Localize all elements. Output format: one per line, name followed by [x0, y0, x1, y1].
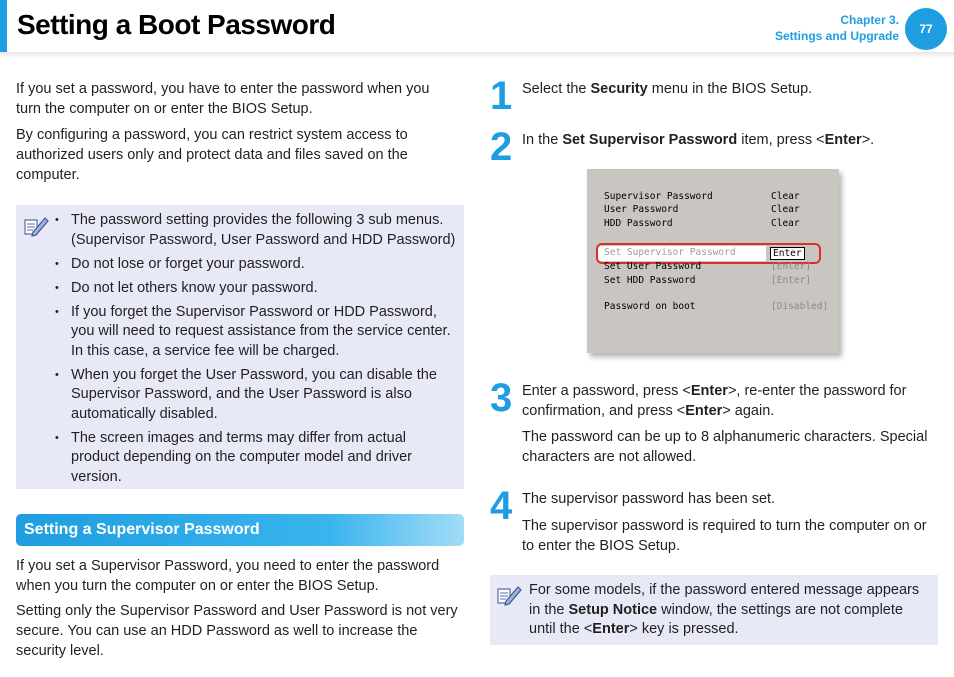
note-item: • Do not let others know your password.: [55, 279, 457, 299]
note-item: • The password setting provides the following 3 sub menus. (Supervisor Password, User Password and HDD Password): [55, 211, 457, 250]
note-item: • If you forget the Supervisor Password or HDD Password, you will need to request assistance from the service center. In this case, a service fee will be charged.: [55, 303, 457, 362]
step-2-text-start: In the: [522, 132, 563, 148]
bios-row-value: [Enter]: [771, 261, 812, 272]
intro-paragraph-2: By configuring a password, you can restrict system access to authorized users only and protect data and files saved on the computer.: [16, 127, 408, 183]
step-2-item-name: Set Supervisor Password: [562, 132, 738, 148]
step-2-text-end: >.: [861, 132, 875, 148]
step-2-number: 2: [490, 125, 513, 169]
bios-row-label: Set User Password: [604, 261, 702, 272]
step-note-text-c: > key is pressed.: [629, 621, 739, 637]
note-list: [55, 211, 457, 492]
page-title: Setting a Boot Password: [17, 9, 336, 40]
chapter-label: [775, 12, 899, 44]
section-paragraph-2: Setting only the Supervisor Password and User Password is not very secure. You can use an HDD Password as well to increase the security level.: [16, 603, 458, 659]
section-header: [16, 514, 464, 546]
bios-row-value: [Disabled]: [771, 301, 829, 312]
bios-row-label: Supervisor Password: [604, 191, 713, 202]
step-note-key: Enter: [592, 621, 630, 637]
step-3-key-1: Enter: [690, 383, 728, 399]
step-4-number: 4: [490, 484, 513, 528]
bios-row-value: [Enter]: [771, 275, 812, 286]
step-3-detail: The password can be up to 8 alphanumeric characters. Special characters are not allowed.: [522, 429, 928, 465]
bios-selected-row-value: Enter: [770, 247, 805, 260]
header-accent-bar: [0, 0, 7, 52]
header-divider: [0, 52, 954, 60]
step-note-box: [490, 575, 938, 645]
chapter-number: Chapter 3.: [840, 13, 899, 27]
bios-row-label: User Password: [604, 204, 679, 215]
note-box: [16, 205, 464, 489]
intro-paragraph-1: If you set a password, you have to enter the password when you turn the computer on or enter the BIOS Setup.: [16, 81, 430, 117]
bios-row-label: HDD Password: [604, 218, 673, 229]
step-3-key-2: Enter: [685, 403, 723, 419]
step-3-text-b: >, re-enter the password for confirmation, and press <: [522, 383, 907, 419]
step-3-number: 3: [490, 376, 513, 420]
bios-row-value: Clear: [771, 218, 800, 229]
bios-screenshot: [587, 169, 839, 353]
step-4-detail: The supervisor password is required to turn the computer on or to enter the BIOS Setup.: [522, 518, 927, 554]
bios-row-label: Password on boot: [604, 301, 696, 312]
note-item: • Do not lose or forget your password.: [55, 255, 457, 275]
chapter-name: Settings and Upgrade: [774, 29, 899, 43]
pen-note-icon: [23, 214, 49, 238]
step-2-text-mid: item, press <: [737, 132, 825, 148]
step-3-text-c: > again.: [722, 403, 775, 419]
step-1-number: 1: [490, 74, 513, 118]
section-title: Setting a Supervisor Password: [24, 521, 260, 538]
pen-note-icon: [496, 583, 522, 607]
step-2-text: [522, 130, 932, 150]
bios-row-value: Clear: [771, 204, 800, 215]
step-note-text: [529, 581, 929, 640]
note-item: • The screen images and terms may differ from actual product depending on the computer model and driver version.: [55, 429, 457, 488]
step-1-text: [522, 79, 932, 99]
step-3-text: [522, 381, 937, 421]
step-note-text-a: For some models, if the password entered message appears in the: [529, 582, 920, 618]
bios-row-label: Set HDD Password: [604, 275, 696, 286]
bios-row-value: Clear: [771, 191, 800, 202]
step-1-text-start: Select the: [522, 81, 591, 97]
step-1-text-end: menu in the BIOS Setup.: [647, 81, 813, 97]
step-4-text: The supervisor password has been set.: [522, 491, 776, 507]
step-3-text-a: Enter a password, press <: [522, 383, 691, 399]
page-number-badge: 77: [905, 8, 947, 50]
step-note-text-b: window, the settings are not complete until the <: [529, 601, 903, 637]
section-paragraph-1: If you set a Supervisor Password, you need to enter the password when you turn the computer on or enter the BIOS Setup.: [16, 558, 440, 594]
step-1-menu-name: Security: [590, 81, 648, 97]
note-item: • When you forget the User Password, you can disable the Supervisor Password, and the User Password is also automatically disabled.: [55, 366, 457, 425]
step-2-key: Enter: [824, 132, 862, 148]
step-note-window-name: Setup Notice: [568, 601, 658, 618]
bios-selected-row-label: Set Supervisor Password: [604, 247, 736, 258]
